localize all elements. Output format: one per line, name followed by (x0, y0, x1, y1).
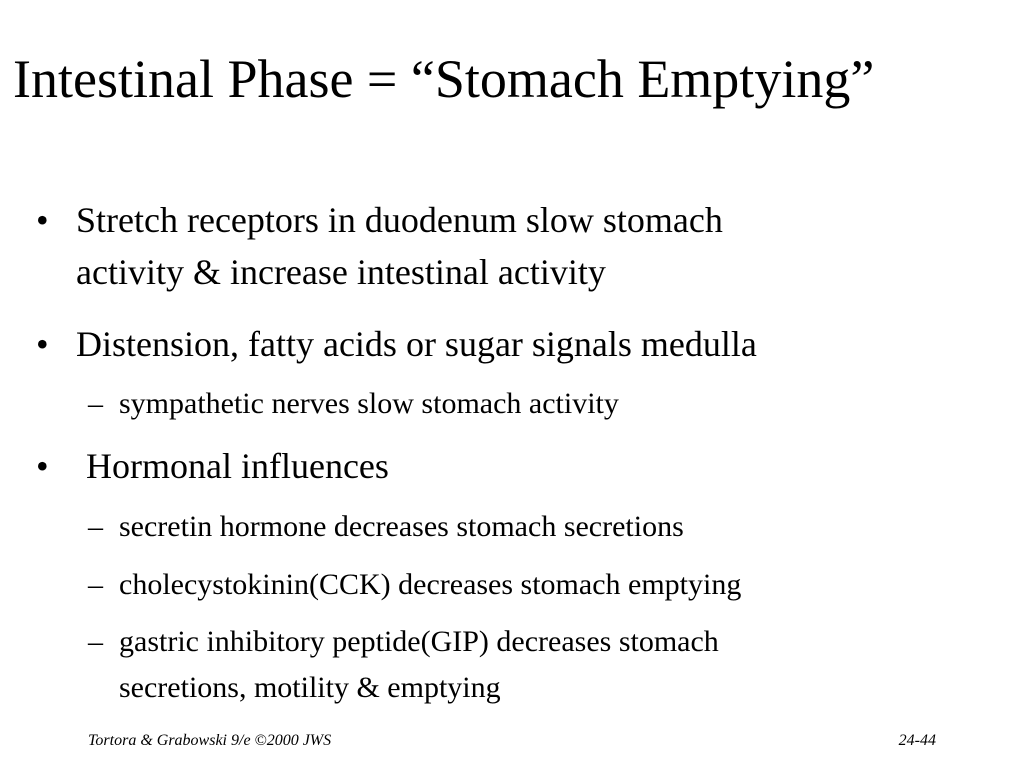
sub-bullet-mark: – (88, 387, 103, 420)
sub-bullet-text-line: cholecystokinin(CCK) decreases stomach emptying (119, 568, 742, 601)
bullet-text-line: Distension, fatty acids or sugar signals medulla (76, 324, 757, 364)
bullet-mark: • (36, 324, 49, 364)
bullet-text-line: Stretch receptors in duodenum slow stomach (76, 200, 723, 240)
slide-number: 24-44 (898, 732, 936, 749)
bullet-text-line: activity & increase intestinal activity (76, 252, 606, 292)
bullet-mark: • (36, 446, 49, 486)
sub-bullet-mark: – (88, 510, 103, 543)
sub-bullet-text-line: secretin hormone decreases stomach secretions (119, 510, 684, 543)
sub-bullet-text-line: gastric inhibitory peptide(GIP) decreases stomach (119, 625, 719, 658)
sub-bullet-text-line: secretions, motility & emptying (119, 671, 501, 704)
footer-credit: Tortora & Grabowski 9/e ©2000 JWS (88, 732, 332, 749)
sub-bullet-mark: – (88, 568, 103, 601)
sub-bullet-mark: – (88, 625, 103, 658)
slide-title: Intestinal Phase = “Stomach Emptying” (13, 49, 875, 109)
sub-bullet-text-line: sympathetic nerves slow stomach activity (119, 387, 619, 420)
bullet-mark: • (36, 200, 49, 240)
bullet-text-line: Hormonal influences (86, 446, 389, 486)
